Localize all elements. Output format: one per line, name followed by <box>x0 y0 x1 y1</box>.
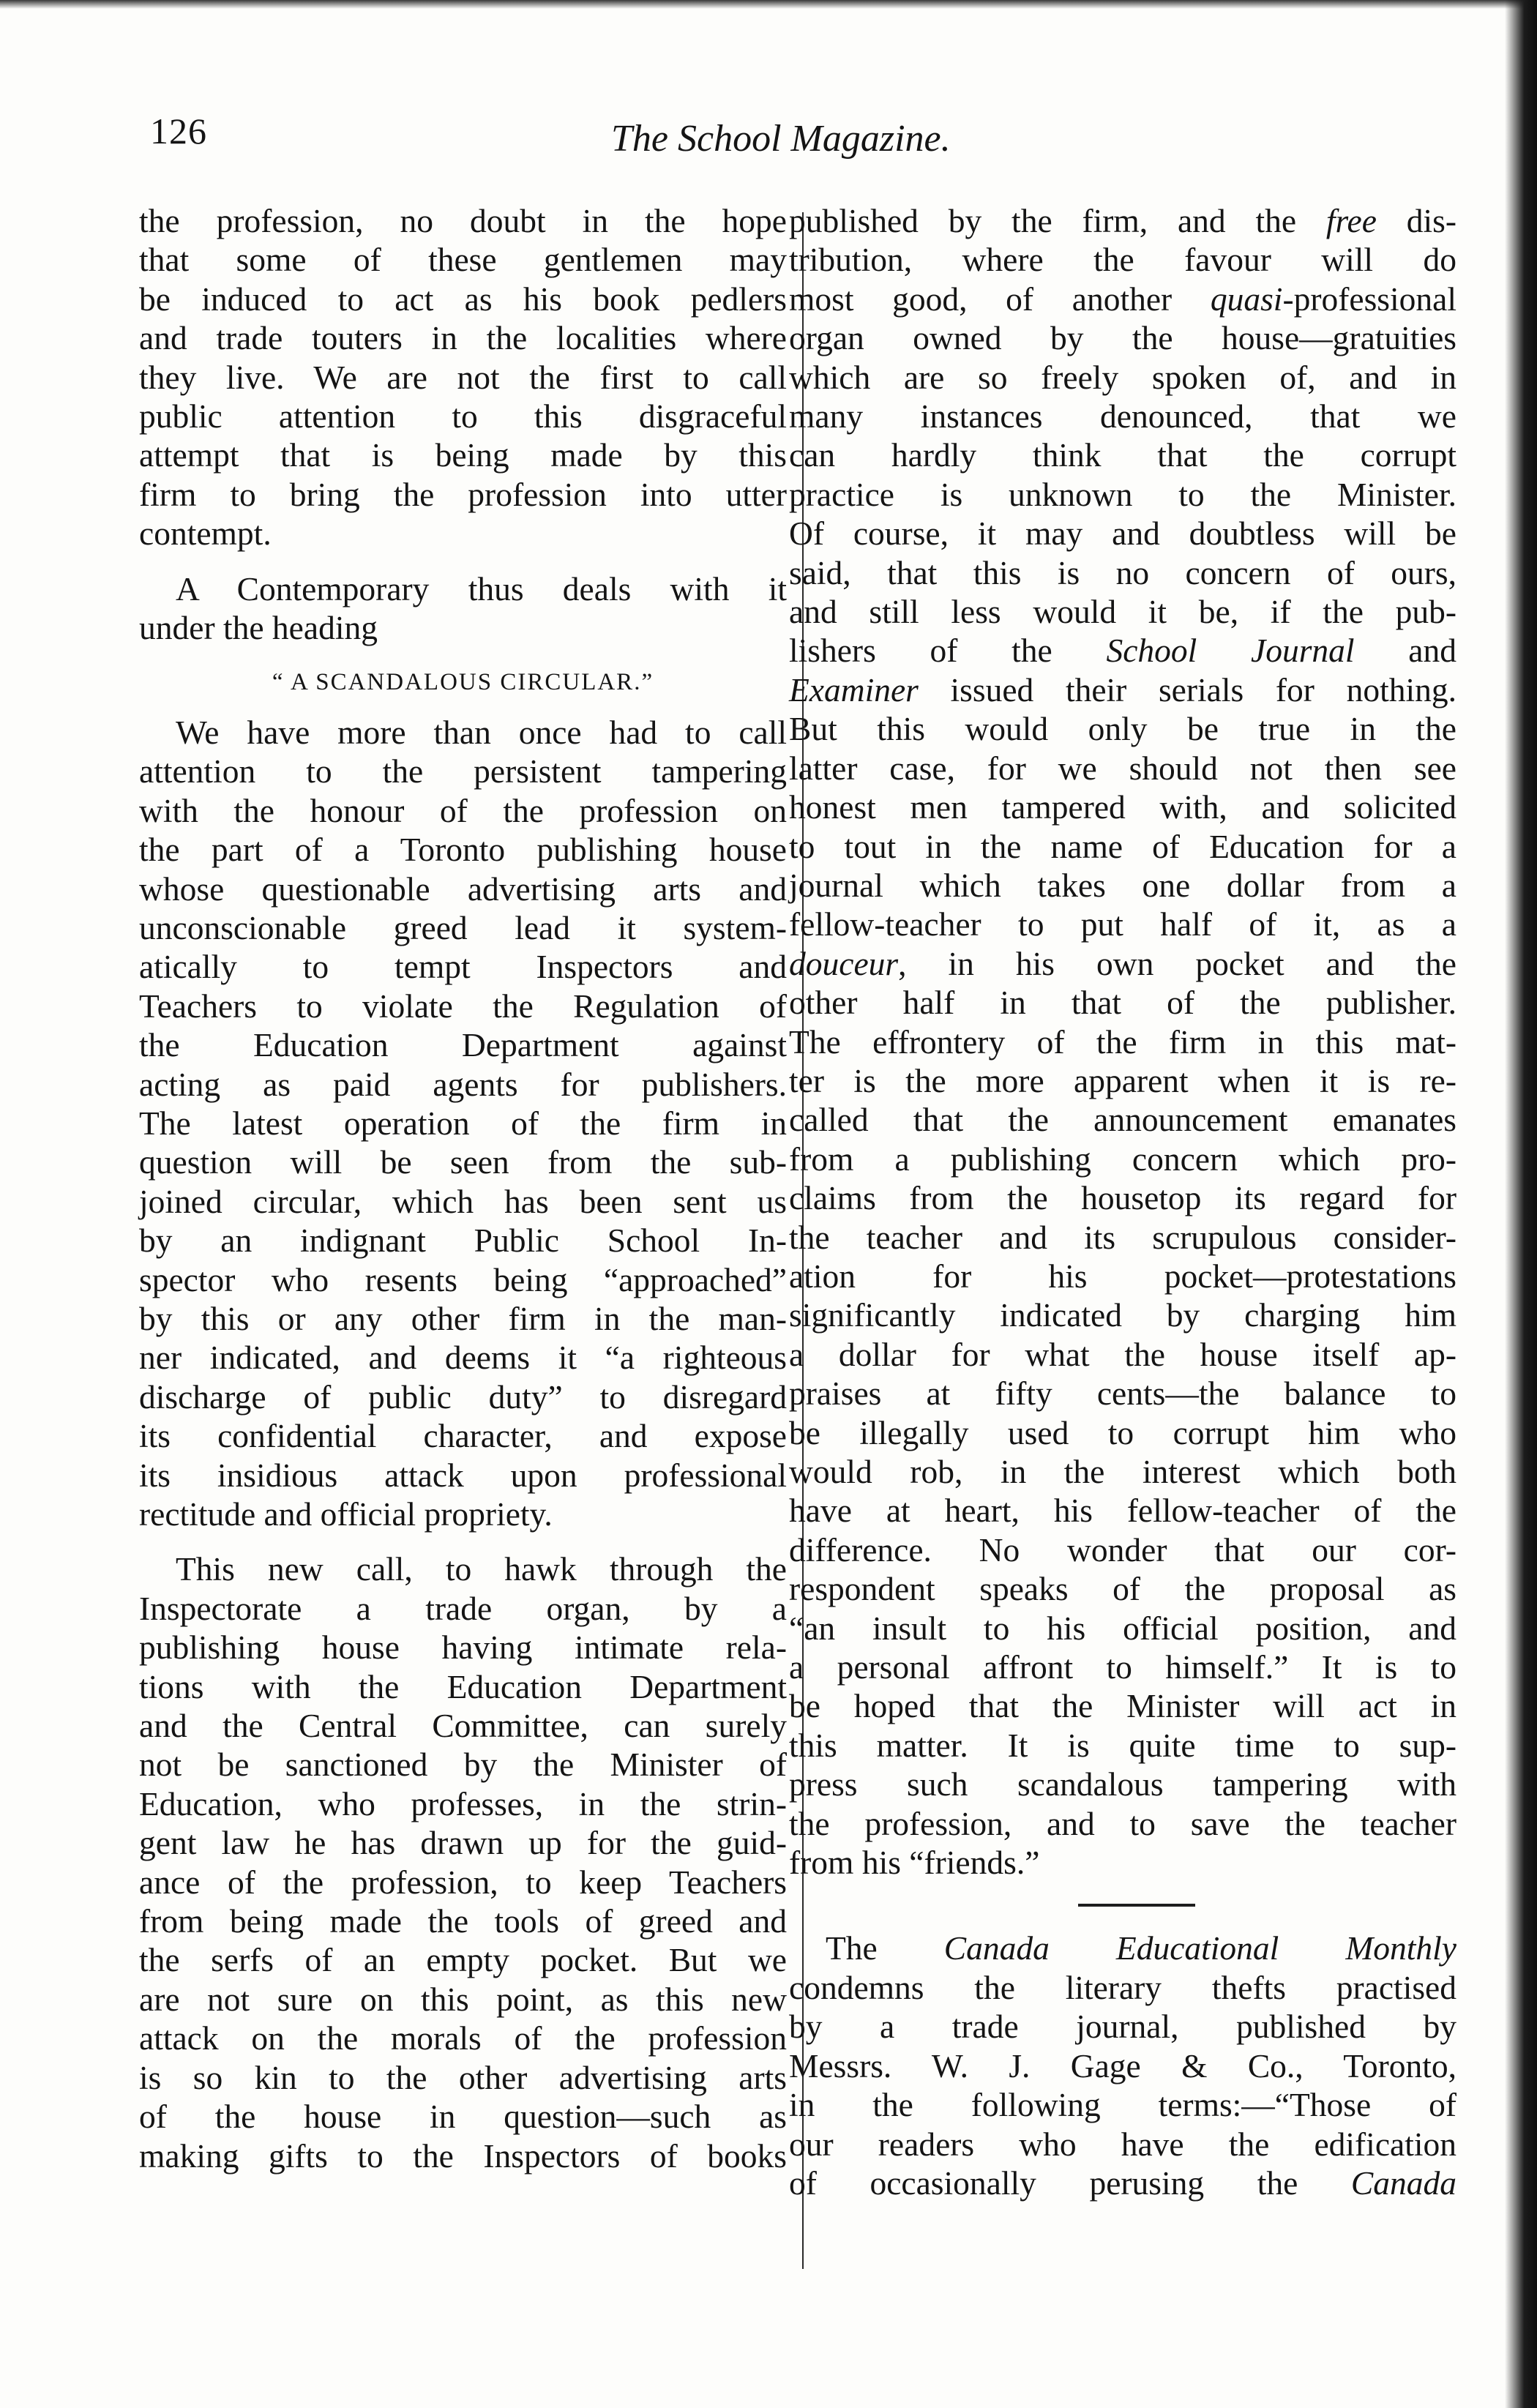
emphasis-quasi: quasi <box>1210 280 1283 318</box>
text-line: ner indicated, and deems it “a righteous <box>139 1339 787 1377</box>
text-line: douceur, in his own pocket and the <box>789 944 1456 982</box>
text-line: discharge of public duty” to disregard <box>139 1377 787 1416</box>
text-line: ance of the profession, to keep Teachers <box>139 1863 787 1901</box>
text-line: published by the firm, and the free dis- <box>789 202 1457 239</box>
paragraph-continued <box>139 201 787 553</box>
text-line: our readers who have the edification <box>789 2125 1456 2163</box>
text-line: and trade touters in the localities where <box>139 319 787 357</box>
text-line: Inspectorate a trade organ, by a <box>139 1589 787 1627</box>
text-line: said, that this is no concern of ours, <box>789 553 1456 591</box>
text-line: is so kin to the other advertising arts <box>139 2058 787 2096</box>
text-line: the Education Department against <box>139 1026 787 1064</box>
section-heading: “ A SCANDALOUS CIRCULAR.” <box>272 669 654 696</box>
text-line: practice is unknown to the Minister. <box>789 475 1456 513</box>
text-line: by a trade journal, published by <box>789 2008 1456 2046</box>
text-line: We have more than once had to call <box>176 713 787 751</box>
text-line: honest men tampered with, and solicited <box>789 788 1456 826</box>
text-line: whose questionable advertising arts and <box>139 870 787 908</box>
text-line: Teachers to violate the Regulation of <box>139 987 787 1025</box>
text-line: atically to tempt Inspectors and <box>139 948 787 986</box>
text-line: attempt that is being made by this <box>139 436 787 474</box>
text-line: and still less would it be, if the pub- <box>789 593 1456 631</box>
text-line: the profession, and to save the teacher <box>789 1804 1456 1842</box>
running-title: The School Magazine. <box>611 118 951 160</box>
text-line: The Canada Educational Monthly <box>826 1929 1456 1967</box>
text-line: “an insult to his official position, and <box>789 1609 1456 1647</box>
text-line: unconscionable greed lead it system- <box>139 908 787 946</box>
text-line: public attention to this disgraceful <box>139 397 787 435</box>
paragraph-continued-right <box>789 201 1456 1882</box>
text-line: tribution, where the favour will do <box>789 241 1456 279</box>
text-line: which are so freely spoken of, and in <box>789 358 1456 396</box>
text-line: called that the announcement emanates <box>789 1101 1456 1139</box>
text-line: with the honour of the profession on <box>139 791 787 829</box>
text-line: the part of a Toronto publishing house <box>139 831 787 869</box>
text-line: latter case, for we should not then see <box>789 749 1456 787</box>
text-line: A Contemporary thus deals with it <box>176 569 787 607</box>
text-line: by this or any other firm in the man- <box>139 1299 787 1337</box>
left-column <box>139 201 787 2175</box>
text-line: under the heading <box>139 609 378 647</box>
text-line: would rob, in the interest which both <box>789 1453 1456 1490</box>
text-line: The latest operation of the firm in <box>139 1104 787 1142</box>
text-line: by an indignant Public School In- <box>139 1222 787 1260</box>
paragraph-contemporary <box>139 569 787 648</box>
text-line: and the Central Committee, can surely <box>139 1707 787 1745</box>
text-line: spector who resents being “approached” <box>139 1260 787 1298</box>
text-line: that some of these gentlemen may <box>139 241 787 279</box>
scan-binding-shadow <box>1505 0 1537 2408</box>
text-line: the serfs of an empty pocket. But we <box>139 1941 787 1979</box>
text-line: making gifts to the Inspectors of books <box>139 2136 787 2175</box>
text-line: be illegally used to corrupt him who <box>789 1413 1456 1451</box>
text-line: significantly indicated by charging him <box>789 1296 1456 1334</box>
title-canada-educational-monthly: Canada Educational Monthly <box>943 1929 1456 1967</box>
text-line: But this would only be true in the <box>789 710 1456 748</box>
paragraph-quoted-article <box>139 713 787 1534</box>
title-canada: Canada <box>1350 2164 1456 2202</box>
text-line: of the house in question—such as <box>139 2098 787 2136</box>
text-line: a dollar for what the house itself ap- <box>789 1335 1456 1373</box>
text-line: firm to bring the profession into utter <box>139 475 787 513</box>
text-line: fellow-teacher to put half of it, as a <box>789 905 1456 943</box>
text-line: the teacher and its scrupulous consider- <box>789 1218 1456 1256</box>
text-line: claims from the housetop its regard for <box>789 1179 1456 1217</box>
paragraph-new-call <box>139 1549 787 2175</box>
text-line: This new call, to hawk through the <box>176 1550 787 1588</box>
text-line: Of course, it may and doubtless will be <box>789 515 1456 553</box>
page-number: 126 <box>150 111 207 152</box>
text-line: Examiner issued their serials for nothing. <box>789 670 1456 708</box>
text-line: The effrontery of the firm in this mat- <box>789 1022 1456 1061</box>
title-school-journal: School Journal <box>1106 632 1355 670</box>
text-line: its confidential character, and expose <box>139 1417 787 1455</box>
text-line: to tout in the name of Education for a <box>789 827 1456 865</box>
text-line: difference. No wonder that our cor- <box>789 1530 1456 1568</box>
text-line: in the following terms:—“Those of <box>789 2086 1456 2124</box>
section-rule <box>1078 1904 1195 1907</box>
text-line: most good, of another quasi-professional <box>789 280 1456 318</box>
text-line: attention to the persistent tampering <box>139 752 787 790</box>
text-line: ation for his pocket—protestations <box>789 1257 1456 1295</box>
text-line: from his “friends.” <box>789 1844 1040 1882</box>
text-line: rectitude and official propriety. <box>139 1495 553 1533</box>
text-line: from being made the tools of greed and <box>139 1902 787 1940</box>
text-line: acting as paid agents for publishers. <box>139 1065 787 1103</box>
title-examiner: Examiner <box>789 670 919 708</box>
text-line: Education, who professes, in the strin- <box>139 1784 787 1822</box>
text-line: joined circular, which has been sent us <box>139 1182 787 1220</box>
text-line: be induced to act as his book pedlers <box>139 280 787 318</box>
text-line: gent law he has drawn up for the guid- <box>139 1824 787 1862</box>
text-line: tions with the Education Department <box>139 1667 787 1705</box>
text-line: attack on the morals of the profession <box>139 2019 787 2057</box>
text-line: publishing house having intimate rela- <box>139 1629 787 1667</box>
text-line: lishers of the School Journal and <box>789 632 1456 670</box>
text-line: of occasionally perusing the Canada <box>789 2164 1456 2202</box>
text-line: be hoped that the Minister will act in <box>789 1687 1456 1725</box>
text-line: many instances denounced, that we <box>789 397 1456 435</box>
text-line: Messrs. W. J. Gage & Co., Toronto, <box>789 2046 1456 2084</box>
text-line: are not sure on this point, as this new <box>139 1980 787 2018</box>
text-line: the profession, no doubt in the hope <box>139 202 787 239</box>
emphasis-douceur: douceur <box>789 944 899 982</box>
text-line: a personal affront to himself.” It is to <box>789 1648 1456 1686</box>
text-line: can hardly think that the corrupt <box>789 436 1456 474</box>
text-line: other half in that of the publisher. <box>789 984 1456 1022</box>
text-line: condemns the literary thefts practised <box>789 1968 1456 2006</box>
text-line: ter is the more apparent when it is re- <box>789 1061 1456 1099</box>
text-line: journal which takes one dollar from a <box>789 866 1456 904</box>
text-line: press such scandalous tampering with <box>789 1765 1456 1803</box>
text-line: they live. We are not the first to call <box>139 358 787 396</box>
text-line: organ owned by the house—gratuities <box>789 319 1456 357</box>
text-line: contempt. <box>139 515 272 553</box>
paragraph-canada-monthly <box>789 1929 1456 2202</box>
text-line: have at heart, his fellow-teacher of the <box>789 1492 1456 1530</box>
text-line: this matter. It is quite time to sup- <box>789 1726 1456 1764</box>
page-header <box>150 110 1438 168</box>
emphasis-free: free <box>1325 202 1377 239</box>
text-line: not be sanctioned by the Minister of <box>139 1746 787 1784</box>
text-line: its insidious attack upon professional <box>139 1456 787 1494</box>
text-line: respondent speaks of the proposal as <box>789 1570 1456 1608</box>
text-line: question will be seen from the sub- <box>139 1143 787 1181</box>
text-line: praises at fifty cents—the balance to <box>789 1375 1456 1413</box>
scan-top-edge <box>0 0 1537 9</box>
text-line: from a publishing concern which pro- <box>789 1140 1456 1178</box>
right-column <box>789 201 1456 2202</box>
